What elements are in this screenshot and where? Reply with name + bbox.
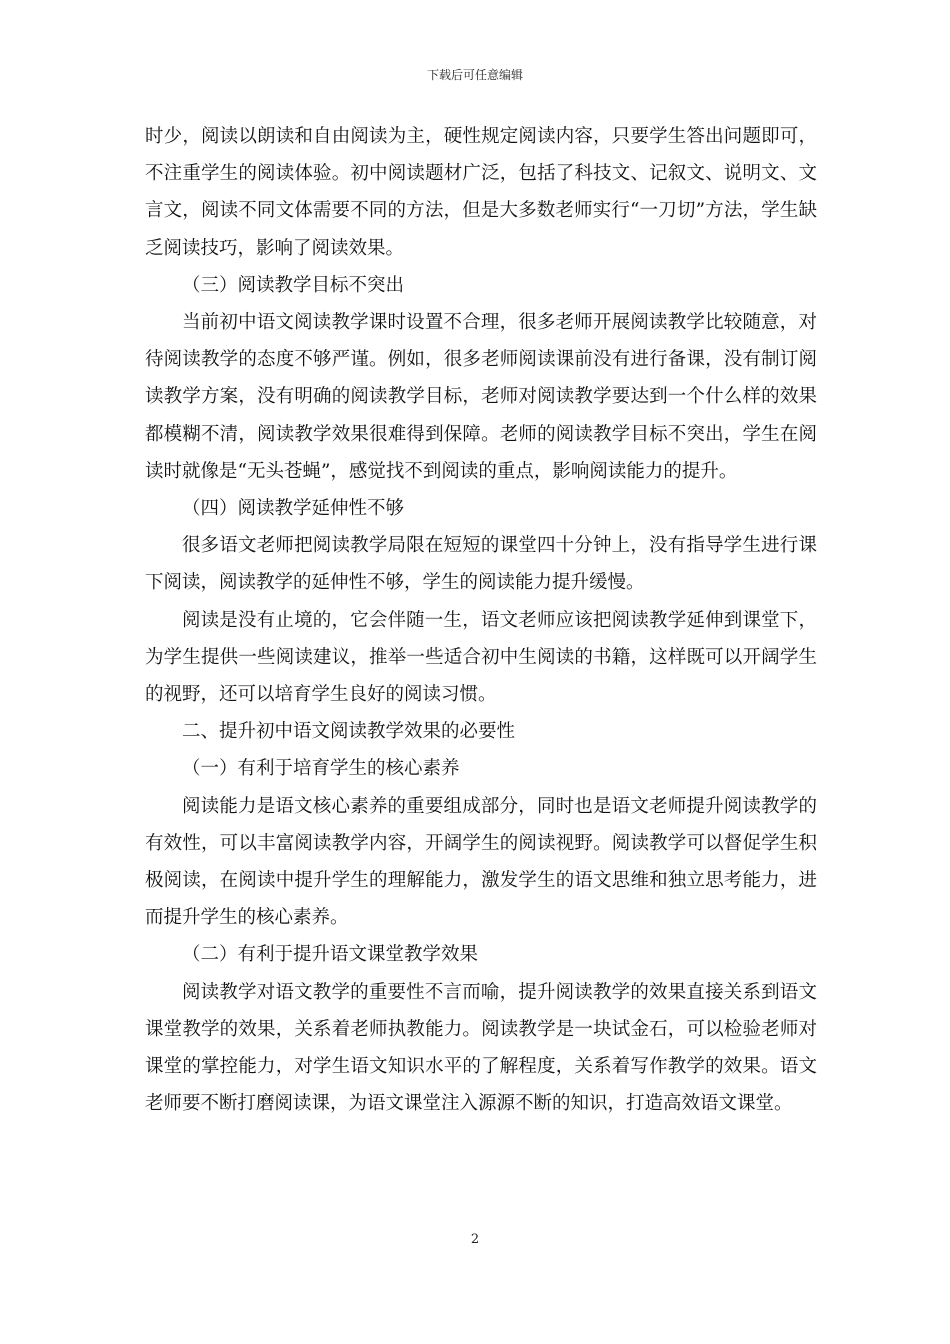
- subheading-2-2: （二）有利于提升语文课堂教学效果: [182, 944, 479, 966]
- paragraph: 当前初中语文阅读教学课时设置不合理，很多老师开展阅读教学比较随意，对待阅读教学的态度不够严谨。例如，很多老师阅读课前没有进行备课，没有制订阅读教学方案，没有明确的阅读教学目标，老师对阅读教学要达到一个什么样的效果都模糊不清，阅读教学效果很难得到保障。老师的阅读教学目标不突出，学生在阅读时就像是“无头苍蝇”，感觉找不到阅读的重点，影响阅读能力的提升。: [145, 312, 817, 482]
- paragraph-continuation: 时少，阅读以朗读和自由阅读为主，硬性规定阅读内容，只要学生答出问题即可，不注重学生的阅读体验。初中阅读题材广泛，包括了科技文、记叙文、说明文、文言文，阅读不同文体需要不同的方法，但是大多数老师实行“一刀切”方法，学生缺乏阅读技巧，影响了阅读效果。: [145, 126, 817, 259]
- page-number: 2: [470, 1232, 480, 1247]
- subheading-4: （四）阅读教学延伸性不够: [182, 498, 405, 520]
- document-body: [145, 118, 817, 1122]
- paragraph: 阅读是没有止境的，它会伴随一生，语文老师应该把阅读教学延伸到课堂下，为学生提供一些阅读建议，推举一些适合初中生阅读的书籍，这样既可以开阔学生的视野，还可以培育学生良好的阅读习惯。: [145, 609, 817, 706]
- page-header: 下载后可任意编辑: [426, 68, 523, 82]
- paragraph: 阅读教学对语文教学的重要性不言而喻，提升阅读教学的效果直接关系到语文课堂教学的效果，关系着老师执教能力。阅读教学是一块试金石，可以检验老师对课堂的掌控能力，对学生语文知识水平的了解程度，关系着写作教学的效果。语文老师要不断打磨阅读课，为语文课堂注入源源不断的知识，打造高效语文课堂。: [145, 981, 817, 1115]
- paragraph: 阅读能力是语文核心素养的重要组成部分，同时也是语文老师提升阅读教学的有效性，可以丰富阅读教学内容，开阔学生的阅读视野。阅读教学可以督促学生积极阅读，在阅读中提升学生的理解能力，激发学生的语文思维和独立思考能力，进而提升学生的核心素养。: [145, 795, 817, 929]
- section-heading-2: 二、提升初中语文阅读教学效果的必要性: [182, 721, 516, 743]
- subheading-2-1: （一）有利于培育学生的核心素养: [182, 758, 460, 780]
- subheading-3: （三）阅读教学目标不突出: [182, 274, 405, 296]
- paragraph: 很多语文老师把阅读教学局限在短短的课堂四十分钟上，没有指导学生进行课下阅读，阅读教学的延伸性不够，学生的阅读能力提升缓慢。: [145, 535, 817, 594]
